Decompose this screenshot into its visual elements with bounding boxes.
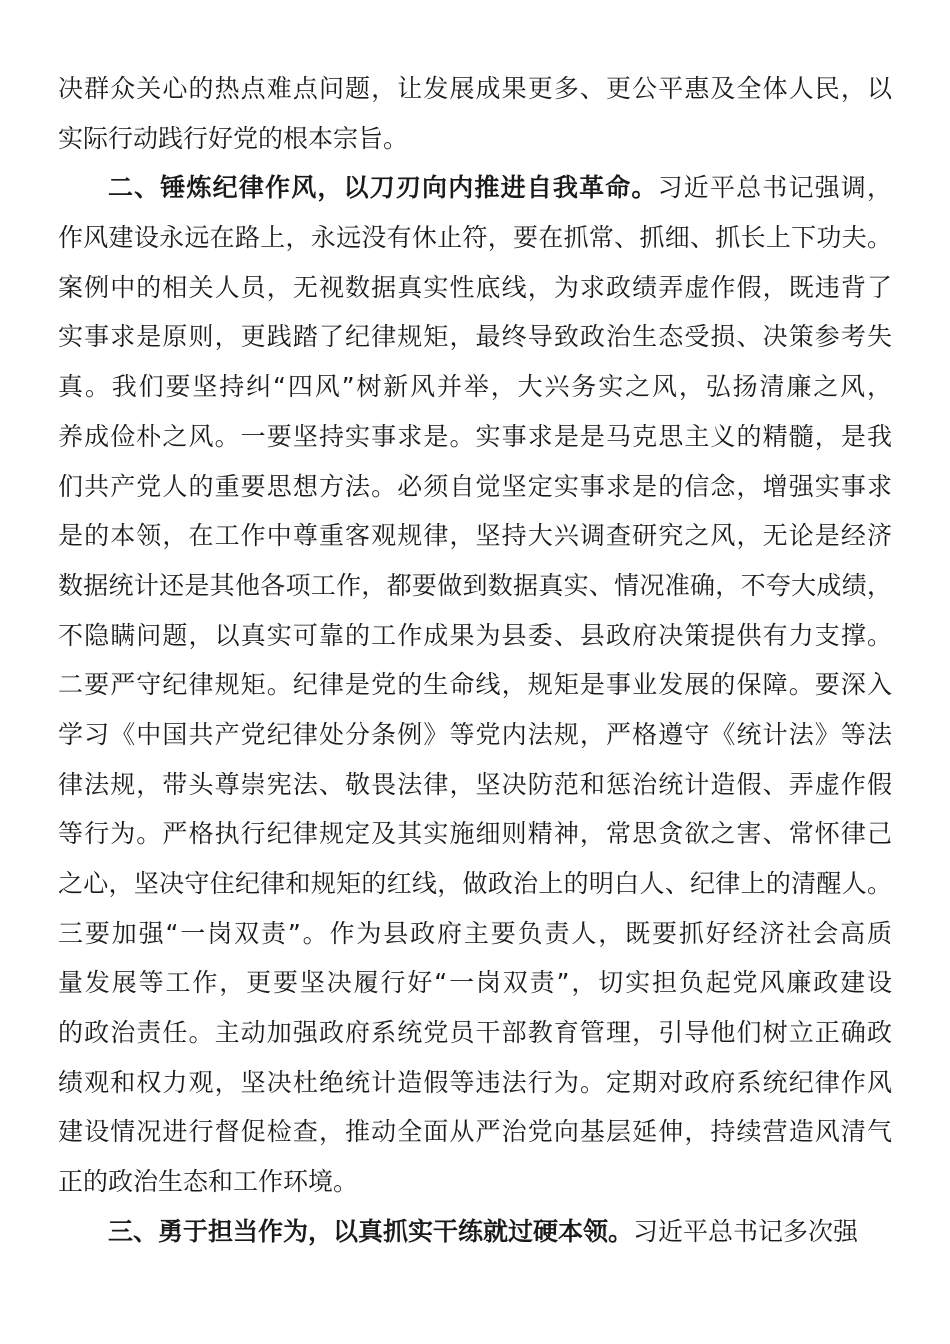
text-line: 决群众关心的热点难点问题，让发展成果更多、更公平惠及全体人民，以 [58,74,892,103]
text-line: 实事求是原则，更践踏了纪律规矩，最终导致政治生态受损、决策参考失 [58,322,892,352]
section-heading-line [58,163,892,213]
text-run: 习近平总书记强调， [657,173,892,203]
text-line: 不隐瞒问题，以真实可靠的工作成果为县委、县政府决策提供有力支撑。 [58,620,892,650]
text-line: 真。我们要坚持纠“四风”树新风并举，大兴务实之风，弘扬清廉之风， [58,372,892,402]
text-line: 之心，坚决守住纪律和规矩的红线，做政治上的明白人、纪律上的清醒人。 [58,869,892,898]
text-line: 们共产党人的重要思想方法。必须自觉坚定实事求是的信念，增强实事求 [58,471,892,501]
text-line: 案例中的相关人员，无视数据真实性底线，为求政绩弄虚作假，既违背了 [58,272,892,302]
text-line: 实际行动践行好党的根本宗旨。 [58,123,409,153]
text-line: 二要严守纪律规矩。纪律是党的生命线，规矩是事业发展的保障。要深入 [58,670,892,700]
text-line: 作风建设永远在路上，永远没有休止符，要在抓常、抓细、抓长上下功夫。 [58,223,892,253]
section-heading: 三、勇于担当作为，以真抓实干练就过硬本领。 [108,1216,634,1246]
text-line: 是的本领，在工作中尊重客观规律，坚持大兴调查研究之风，无论是经济 [58,521,892,551]
text-line: 养成俭朴之风。一要坚持实事求是。实事求是是马克思主义的精髓，是我 [58,421,892,451]
document-body [58,64,892,1257]
text-line: 三要加强“一岗双责”。作为县政府主要负责人，既要抓好经济社会高质 [58,918,892,948]
text-line: 绩观和权力观，坚决杜绝统计造假等违法行为。定期对政府系统纪律作风 [58,1067,892,1097]
text-run: 习近平总书记多次强 [633,1216,859,1246]
text-line: 等行为。严格执行纪律规定及其实施细则精神，常思贪欲之害、常怀律己 [58,819,892,849]
section-heading-line [58,1207,892,1257]
section-heading: 二、锤炼纪律作风，以刀刃向内推进自我革命。 [108,173,658,203]
text-line: 律法规，带头尊崇宪法、敬畏法律，坚决防范和惩治统计造假、弄虚作假 [58,769,892,799]
text-line: 的政治责任。主动加强政府系统党员干部教育管理，引导他们树立正确政 [58,1018,892,1048]
text-line: 数据统计还是其他各项工作，都要做到数据真实、情况准确，不夸大成绩， [58,570,892,600]
text-line: 建设情况进行督促检查，推动全面从严治党向基层延伸，持续营造风清气 [58,1117,892,1147]
text-line: 学习《中国共产党纪律处分条例》等党内法规，严格遵守《统计法》等法 [58,719,892,749]
text-line: 正的政治生态和工作环境。 [58,1167,359,1197]
text-line: 量发展等工作，更要坚决履行好“一岗双责”，切实担负起党风廉政建设 [58,968,892,998]
